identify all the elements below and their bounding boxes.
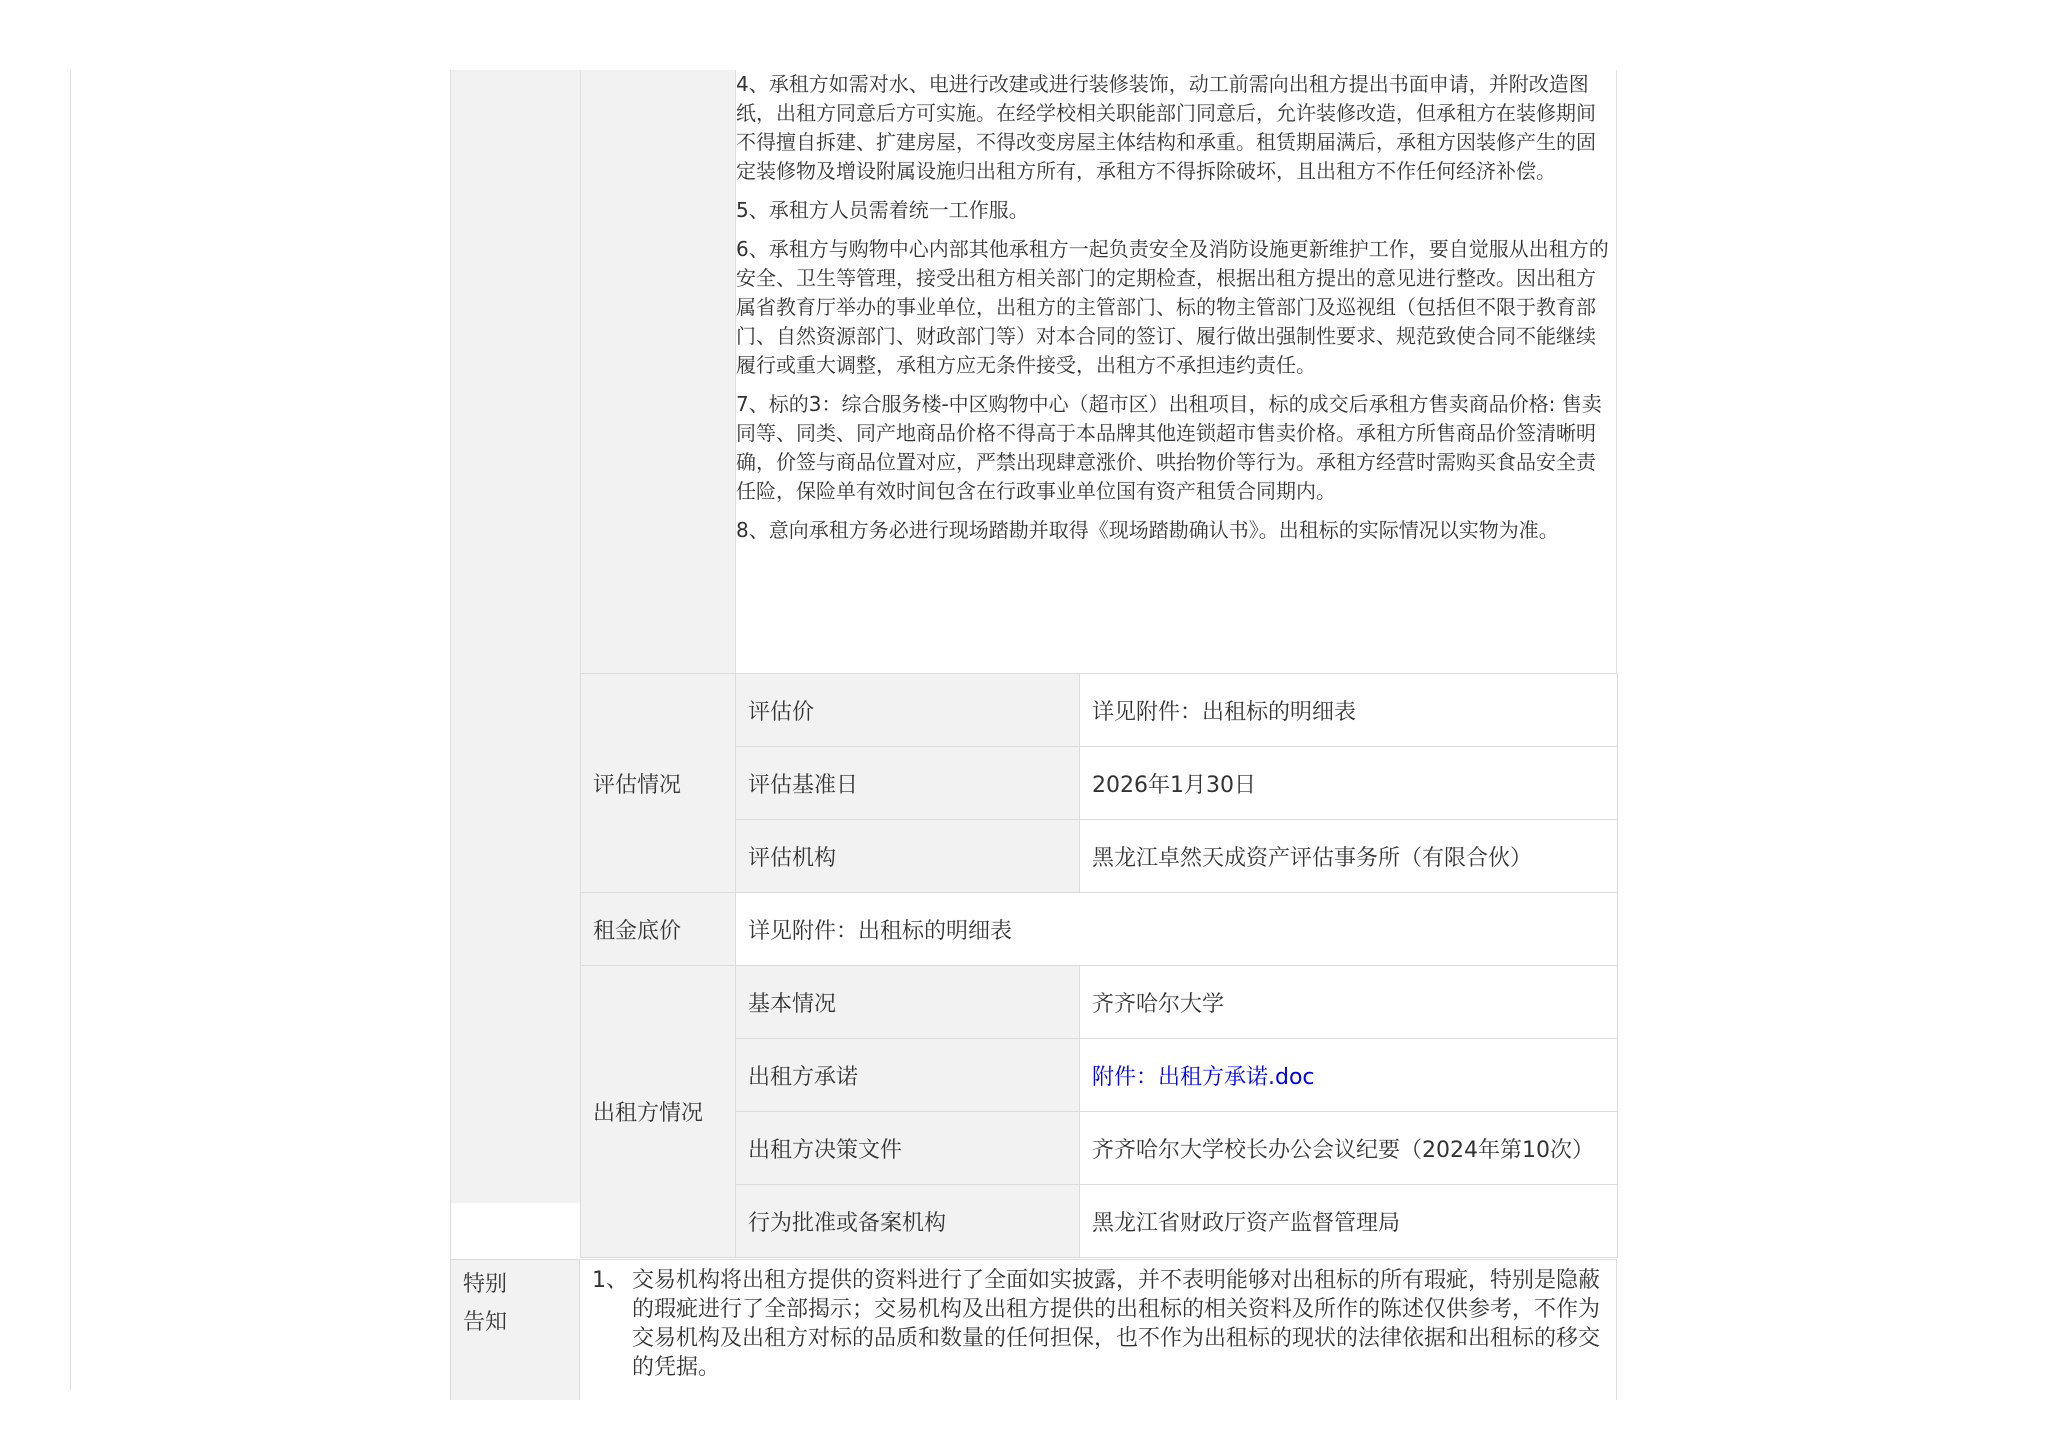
rent-floor-label: 租金底价	[581, 893, 736, 966]
lessor-basic-value: 齐齐哈尔大学	[1080, 966, 1618, 1039]
term-item-7: 7、标的3：综合服务楼-中区购物中心（超市区）出租项目，标的成交后承租方售卖商品价格: 售卖同等、同类、同产地商品价格不得高于本品牌其他连锁超市售卖价格。承租方所售商品价签清晰明确，价签与商品位置对应，严禁出现肆意涨价、哄抬物价等行为。承租方经营时需购买食品安全责任险，保险单有效时间包含在行政事业单位国有资产租赁合同期内。	[736, 392, 1602, 503]
lessor-promise-label: 出租方承诺	[736, 1039, 1080, 1112]
term-item-8: 8、意向承租方务必进行现场踏勘并取得《现场踏勘确认书》。出租标的实际情况以实物为准。	[736, 518, 1559, 542]
table-row	[581, 747, 1618, 820]
approval-agency-value: 黑龙江省财政厅资产监督管理局	[1080, 1185, 1618, 1258]
rent-floor-value: 详见附件：出租标的明细表	[736, 893, 1618, 966]
assessment-agency-value: 黑龙江卓然天成资产评估事务所（有限合伙）	[1080, 820, 1618, 893]
term-item-5: 5、承租方人员需着统一工作服。	[736, 198, 1029, 222]
lessor-promise-attachment-link[interactable]: 附件：出租方承诺.doc	[1092, 1064, 1315, 1090]
assessment-price-label: 评估价	[736, 674, 1080, 747]
assessment-price-value: 详见附件：出租标的明细表	[1080, 674, 1618, 747]
table-row	[581, 1039, 1618, 1112]
assessment-date-value: 2026年1月30日	[1080, 747, 1618, 820]
special-notice-label-line1: 特别	[463, 1272, 508, 1297]
notice-item-text: 交易机构将出租方提供的资料进行了全面如实披露，并不表明能够对出租标的所有瑕疵，特别是隐蔽的瑕疵进行了全部揭示；交易机构及出租方提供的出租标的相关资料及所作的陈述仅供参考，不作为交易机构及出租方对标的品质和数量的任何担保，也不作为出租标的现状的法律依据和出租标的移交的凭据。	[632, 1268, 1601, 1380]
term-item-6: 6、承租方与购物中心内部其他承租方一起负责安全及消防设施更新维护工作，要自觉服从出租方的安全、卫生等管理，接受出租方相关部门的定期检查，根据出租方提出的意见进行整改。因出租方属省教育厅举办的事业单位，出租方的主管部门、标的物主管部门及巡视组（包括但不限于教育部门、自然资源部门、财政部门等）对本合同的签订、履行做出强制性要求、规范致使合同不能继续履行或重大调整，承租方应无条件接受，出租方不承担违约责任。	[736, 237, 1609, 377]
table-row	[581, 820, 1618, 893]
section-label-column-gap	[450, 1203, 581, 1259]
table-row	[581, 893, 1618, 966]
table-row	[581, 674, 1618, 747]
table-row	[581, 1185, 1618, 1258]
special-notice-label	[450, 1260, 580, 1400]
page-left-rule	[70, 70, 71, 1390]
lessor-decision-label: 出租方决策文件	[736, 1112, 1080, 1185]
table-row	[581, 966, 1618, 1039]
notice-item-number: 1、	[592, 1268, 628, 1293]
info-table	[580, 673, 1618, 1258]
assessment-label: 评估情况	[581, 674, 736, 893]
lease-terms-cell	[735, 70, 1617, 673]
term-item-4: 4、承租方如需对水、电进行改建或进行装修装饰，动工前需向出租方提出书面申请，并附改造图纸，出租方同意后方可实施。在经学校相关职能部门同意后，允许装修改造，但承租方在装修期间不得擅自拆建、扩建房屋，不得改变房屋主体结构和承重。租赁期届满后，承租方因装修产生的固定装修物及增设附属设施归出租方所有，承租方不得拆除破坏，且出租方不作任何经济补偿。	[736, 72, 1596, 183]
assessment-agency-label: 评估机构	[736, 820, 1080, 893]
lessor-basic-label: 基本情况	[736, 966, 1080, 1039]
special-notice-label-line2: 告知	[463, 1310, 508, 1335]
lessor-promise-cell	[1080, 1039, 1618, 1112]
special-notice-body	[580, 1260, 1617, 1400]
special-notice	[450, 1259, 1617, 1400]
assessment-date-label: 评估基准日	[736, 747, 1080, 820]
table-row	[581, 1112, 1618, 1185]
terms-label-cell	[580, 70, 736, 673]
section-label-column	[450, 70, 581, 1203]
approval-agency-label: 行为批准或备案机构	[736, 1185, 1080, 1258]
lessor-decision-value: 齐齐哈尔大学校长办公会议纪要（2024年第10次）	[1080, 1112, 1618, 1185]
lessor-label: 出租方情况	[581, 966, 736, 1258]
